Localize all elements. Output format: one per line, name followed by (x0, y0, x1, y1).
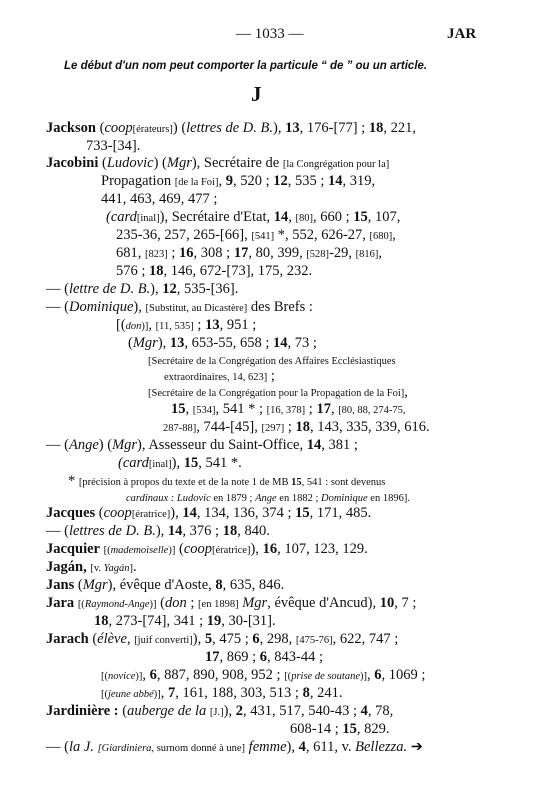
entry-text: , 431, 517, 540-43 ; (242, 703, 361, 719)
entry-text: 9 (225, 173, 233, 189)
entry-text: 16 (179, 245, 194, 261)
entry-text: 6 (149, 667, 157, 683)
index-line (46, 632, 398, 647)
entry-text: [inal] (148, 459, 172, 470)
entry-text: surnom donné à une] (154, 743, 246, 754)
entry-text: 14 (306, 437, 322, 453)
index-line (46, 282, 238, 297)
entry-text: extraordinaires, 14, 623] (164, 372, 268, 383)
entry-text: ➔ (407, 739, 423, 755)
index-line (46, 438, 358, 453)
index-line (101, 686, 342, 701)
entry-text: , 7 ; (394, 595, 417, 611)
entry-text: 5 (204, 631, 213, 647)
entry-text: , 80, 399, (248, 245, 307, 261)
entry-text: , 73 ; (287, 335, 317, 351)
entry-headword: Jacquier (46, 541, 100, 557)
entry-text: [( (101, 689, 108, 700)
entry-text: , 843-44 ; (267, 649, 324, 665)
index-line (46, 121, 416, 136)
entry-text: 4 (298, 739, 306, 755)
entry-text: ), (286, 739, 299, 755)
entry-text: 14 (167, 523, 183, 539)
entry-text: ( (98, 155, 107, 171)
entry-text: ; (193, 317, 206, 333)
index-line (148, 353, 396, 368)
entry-text: 17 (205, 649, 220, 665)
entry-headword: Jackson (46, 120, 96, 136)
entry-text: ), (250, 541, 263, 557)
entry-text: ), (157, 335, 170, 351)
entry-text: [541] (251, 231, 275, 242)
entry-text: [J.] (209, 707, 224, 718)
entry-text: , (148, 317, 156, 333)
entry-text: 576 ; (116, 263, 150, 279)
entry-text: Mgr (166, 155, 192, 171)
entry-text: , (378, 245, 383, 261)
entry-text: [297] (261, 423, 285, 434)
entry-text: , 376 ; (182, 523, 223, 539)
index-line (126, 490, 410, 505)
entry-text: , 541 : sont devenus (301, 477, 386, 488)
entry-text: , 221, (383, 120, 416, 136)
entry-text: , 829. (356, 721, 390, 737)
entry-text: , 622, 747 ; (332, 631, 399, 647)
entry-text: en 1882 ; (276, 493, 321, 504)
entry-text: 16 (262, 541, 278, 557)
entry-text: [11, 535] (155, 321, 194, 332)
index-line (46, 300, 313, 315)
entry-text: 13 (169, 335, 185, 351)
entry-text: 12 (162, 281, 177, 297)
entry-text: 19 (206, 613, 222, 629)
entry-text: , 107, 123, 129. (277, 541, 368, 557)
entry-text: ), (223, 703, 236, 719)
entry-text: [juif converti] (134, 635, 193, 646)
entry-text: , 161, 188, 303, 513 ; (175, 685, 303, 701)
entry-text: ; (284, 419, 296, 435)
index-line (46, 596, 416, 611)
entry-text: [de la Foi] (174, 177, 219, 188)
entry-text: 4 (360, 703, 368, 719)
index-line (46, 740, 423, 755)
entry-headword: Jacobini (46, 155, 99, 171)
section-letter: J (251, 82, 262, 106)
entry-text: , 134, 136, 374 ; (196, 505, 296, 521)
entry-text: , 475 ; (212, 631, 253, 647)
entry-text: 7 (168, 685, 176, 701)
entry-text: [la Congrégation pour la] (282, 159, 390, 170)
entry-text: 235-36, 257, 265-[66], (116, 227, 252, 243)
entry-headword: Jarach (46, 631, 89, 647)
entry-text: ), Secrétaire d'Etat, (159, 209, 274, 225)
entry-text: , 171, 485. (309, 505, 372, 521)
entry-headword: Jara (46, 595, 75, 611)
entry-text: femme (248, 739, 287, 755)
entry-text: ), (150, 281, 163, 297)
entry-text: [80] (295, 213, 313, 224)
entry-text: , 1069 ; (381, 667, 426, 683)
index-line (171, 402, 406, 417)
entry-text: [érateurs] (132, 124, 173, 135)
entry-text: coop (104, 120, 133, 136)
entry-text: , 298, (259, 631, 296, 647)
entry-text: Mgr (242, 595, 268, 611)
entry-text: , 319, (342, 173, 376, 189)
index-line (163, 420, 430, 435)
entry-text: ), (155, 523, 168, 539)
entry-text: élève (97, 631, 127, 647)
entry-text: , 541 * ; (215, 401, 267, 417)
entry-text: — ( (46, 437, 69, 453)
entry-text: 17 (233, 245, 249, 261)
entry-text: [823] (145, 249, 168, 260)
entry-text: , (404, 384, 408, 400)
entry-text: ) ( (98, 437, 113, 453)
index-line (116, 318, 256, 333)
entry-text: 8 (215, 577, 223, 593)
entry-text: Yagán (103, 563, 130, 574)
index-line (68, 474, 385, 489)
entry-text: . (133, 559, 137, 575)
page-number: — 1033 — (236, 26, 304, 42)
entry-text: [Secrétaire de la Congrégation pour la Propagation de la Foi] (148, 388, 405, 399)
entry-text: , 744-[45], (196, 419, 262, 435)
entry-headword: Jardinière : (46, 703, 119, 719)
entry-text: )] (360, 671, 368, 682)
entry-text: , (392, 227, 396, 243)
index-line (46, 524, 270, 539)
entry-text: , 869 ; (219, 649, 260, 665)
entry-text: , 635, 846. (222, 577, 285, 593)
entry-text: ), (171, 455, 184, 471)
particle-note: Le début d'un nom peut comporter la particule “ de ” ou un article. (64, 60, 428, 72)
entry-text: lettre de D. B. (68, 281, 151, 297)
index-line (46, 506, 371, 521)
entry-text: — ( (46, 281, 69, 297)
entry-text: [816] (355, 249, 379, 260)
entry-text: 2 (235, 703, 243, 719)
entry-text: )] (153, 689, 161, 700)
entry-headword: Jagán, (46, 559, 87, 575)
entry-text: ), Secrétaire de (191, 155, 283, 171)
entry-text: ( (118, 703, 128, 719)
index-line (205, 650, 323, 665)
entry-text: ; (267, 368, 275, 384)
entry-text: [( (103, 545, 111, 556)
index-line (46, 560, 137, 575)
entry-text: , 107, (367, 209, 401, 225)
entry-text: don (165, 595, 187, 611)
entry-text: Propagation (101, 173, 175, 189)
entry-text: mademoiselle (110, 545, 169, 556)
entry-text: — ( (46, 523, 69, 539)
entry-text: , 541 *. (198, 455, 242, 471)
entry-text: 18 (368, 120, 384, 136)
entry-text: *, 552, 626-27, (274, 227, 370, 243)
entry-text: , (330, 401, 339, 417)
entry-text: ) ( (172, 120, 187, 136)
entry-text: 10 (379, 595, 395, 611)
index-line (94, 614, 276, 629)
entry-text: )] (168, 545, 176, 556)
entry-text: lettres de D. B. (186, 120, 274, 136)
entry-text: 18 (94, 613, 109, 629)
entry-text: 14 (273, 209, 289, 225)
entry-text: Mgr (132, 335, 158, 351)
entry-text: ), Assesseur du Saint-Office, (137, 437, 307, 453)
entry-text: * (68, 473, 79, 489)
index-line (116, 228, 396, 243)
entry-text: , (218, 173, 226, 189)
entry-text: — ( (46, 739, 69, 755)
entry-text: ( (74, 577, 83, 593)
entry-text: [528] (306, 249, 330, 260)
entry-text: , (185, 401, 193, 417)
entry-text: -29, (329, 245, 356, 261)
entry-text: Ange (255, 493, 277, 504)
entry-text: , (160, 685, 169, 701)
entry-text: , 30-[31]. (221, 613, 276, 629)
entry-text: 17 (316, 401, 331, 417)
entry-text: 6 (252, 631, 260, 647)
entry-text: , (288, 209, 296, 225)
entry-text: ; (186, 595, 199, 611)
entry-text: ), (133, 299, 146, 315)
entry-text: jeune abbé (108, 689, 154, 700)
running-head: JAR (447, 26, 477, 42)
index-line (46, 704, 393, 719)
entry-text: novice (108, 671, 136, 682)
entry-text: [( (77, 599, 85, 610)
entry-text: 15 (183, 455, 199, 471)
entry-text: [680] (369, 231, 393, 242)
entry-text: 12 (273, 173, 288, 189)
entry-text: 15 (353, 209, 368, 225)
entry-text: 14 (182, 505, 197, 521)
entry-text: prise de soutane (291, 671, 361, 682)
entry-text: 608-14 ; (290, 721, 343, 737)
index-line (46, 542, 368, 557)
index-line (128, 336, 317, 351)
index-line (101, 668, 425, 683)
entry-text: 13 (285, 120, 300, 136)
entry-text: en 1896]. (367, 493, 410, 504)
entry-text: des Brefs : (247, 299, 313, 315)
entry-text: , 887, 890, 908, 952 ; (156, 667, 285, 683)
entry-text: auberge de la (127, 703, 207, 719)
entry-text: ( (95, 505, 104, 521)
entry-text: ( (175, 541, 184, 557)
index-line (101, 192, 217, 207)
entry-text: 287-88] (163, 423, 197, 434)
entry-text: [16, 378] (266, 405, 306, 416)
entry-text: (card (118, 455, 149, 471)
entry-text: Mgr (112, 437, 138, 453)
entry-text: coop (103, 505, 132, 521)
entry-text: , 78, (367, 703, 394, 719)
entry-text: Mgr (82, 577, 108, 593)
entry-text: [inal] (136, 213, 160, 224)
entry-text: , 143, 335, 339, 616. (310, 419, 430, 435)
entry-text: , 611, v. (305, 739, 356, 755)
entry-text: Dominique (68, 299, 134, 315)
entry-text: la J. (68, 739, 94, 755)
entry-text: Ludovic (106, 155, 154, 171)
entry-text: , 660 ; (313, 209, 354, 225)
entry-text: ; (167, 245, 180, 261)
entry-text: 8 (302, 685, 310, 701)
entry-text: Bellezza. (355, 739, 408, 755)
index-line (101, 174, 375, 189)
entry-text: Dominique (321, 493, 368, 504)
entry-text: ( (88, 631, 98, 647)
index-line (116, 264, 312, 279)
index-line (148, 385, 408, 400)
entry-text: don (125, 321, 142, 332)
entry-text: coop (183, 541, 212, 557)
entry-text: 13 (205, 317, 220, 333)
entry-text: , 520 ; (232, 173, 274, 189)
entry-text: )] (141, 321, 149, 332)
entry-text: ), (170, 505, 183, 521)
entry-text: 18 (149, 263, 164, 279)
entry-text: ( (95, 120, 105, 136)
entry-text: , 653-55, 658 ; (184, 335, 274, 351)
entry-text: [475-76] (295, 635, 333, 646)
entry-text: ; (305, 401, 317, 417)
entry-text: [en 1898] (198, 599, 239, 610)
entry-text: 15 (171, 401, 186, 417)
index-line (86, 139, 140, 154)
entry-text: ), (273, 120, 286, 136)
entry-text: 15 (342, 721, 357, 737)
entry-text: 14 (273, 335, 288, 351)
entry-text: cardinaux : Ludovic (126, 493, 211, 504)
entry-text: , 840. (237, 523, 270, 539)
entry-text: , 176-[77] ; (299, 120, 369, 136)
entry-text: 6 (259, 649, 268, 665)
entry-text: (card (106, 209, 137, 225)
entry-text: , 381 ; (321, 437, 358, 453)
entry-text: Raymond-Ange (84, 599, 150, 610)
index-line (118, 456, 242, 471)
index-line (164, 369, 275, 384)
entry-text: , (142, 667, 150, 683)
entry-text: , 951 ; (219, 317, 257, 333)
index-line (46, 156, 389, 171)
entry-text: [v. (90, 563, 104, 574)
entry-text: , 273-[74], 341 ; (108, 613, 207, 629)
entry-text: [( (101, 671, 108, 682)
entry-text: [534] (192, 405, 216, 416)
entry-text: [précision à propos du texte et de la note 1 de MB (78, 477, 292, 488)
entry-text: , 241. (309, 685, 343, 701)
entry-text: lettres de D. B. (68, 523, 156, 539)
entry-text: ] (129, 563, 134, 574)
index-line (46, 578, 284, 593)
entry-text: 18 (222, 523, 238, 539)
entry-text: , (367, 667, 375, 683)
entry-text: , évêque d'Ancud), (267, 595, 380, 611)
entry-text: [Giardiniera, (97, 743, 155, 754)
entry-headword: Jacques (46, 505, 96, 521)
entry-text: [( (284, 671, 292, 682)
entry-text: [( (116, 317, 126, 333)
entry-text: , (126, 631, 135, 647)
index-line (290, 722, 389, 737)
entry-text: [80, 88, 274-75, (338, 405, 406, 416)
entry-text: 18 (295, 419, 311, 435)
index-line (106, 210, 400, 225)
entry-text: [ératrice] (131, 509, 171, 520)
index-line (116, 246, 382, 261)
entry-text: [Substitut, au Dicastère] (145, 303, 248, 314)
entry-text: , 535-[36]. (176, 281, 239, 297)
entry-text: ) ( (153, 155, 167, 171)
entry-text: )] (149, 599, 157, 610)
entry-text: 441, 463, 469, 477 ; (101, 191, 218, 207)
entry-text: Ange (68, 437, 99, 453)
entry-text: ( (156, 595, 166, 611)
entry-text: ), évêque d'Aoste, (107, 577, 216, 593)
entry-text: [Secrétaire de la Congrégation des Affaires Ecclésiastiques (148, 356, 396, 367)
entry-text: 6 (374, 667, 382, 683)
entry-text: 681, (116, 245, 145, 261)
entry-text: , 535 ; (287, 173, 329, 189)
entry-text: 14 (328, 173, 343, 189)
entry-text: en 1879 ; (210, 493, 256, 504)
entry-text: , 308 ; (193, 245, 234, 261)
entry-text: 15 (291, 477, 302, 488)
entry-headword: Jans (46, 577, 75, 593)
entry-text: 15 (295, 505, 310, 521)
entry-text: )] (135, 671, 143, 682)
entry-text: 733-[34]. (86, 138, 141, 154)
entry-text: , 146, 672-[73], 175, 232. (163, 263, 313, 279)
entry-text: — ( (46, 299, 69, 315)
entry-text: ( (128, 335, 133, 351)
entry-text: ), (192, 631, 205, 647)
entry-text: [ératrice] (212, 545, 251, 556)
